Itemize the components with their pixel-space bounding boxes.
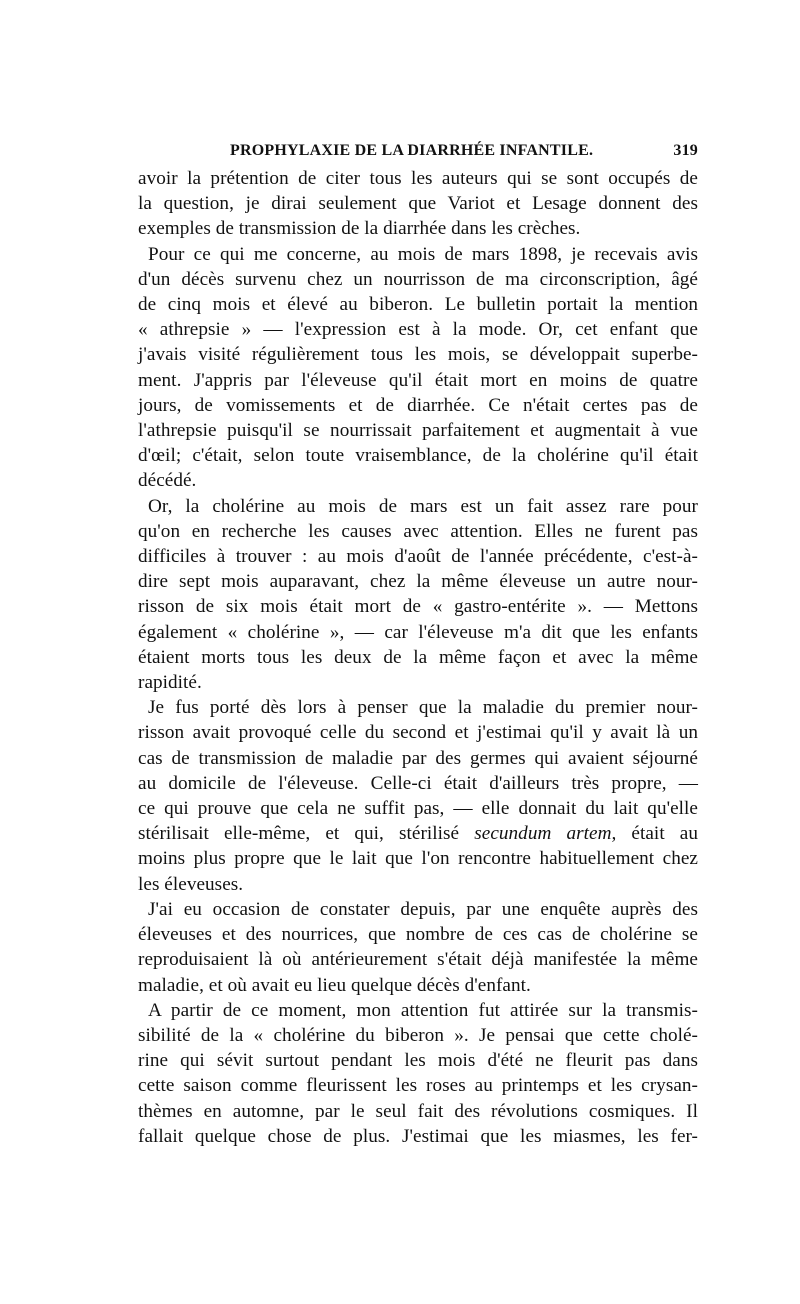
text-line: J'ai eu occasion de constater depuis, par une enquête auprès des (148, 898, 698, 920)
text-line: risson avait provoqué celle du second et j'estimai qu'il y avait là un (138, 722, 698, 744)
text-line: jours, de vomissements et de diarrhée. Ce n'était certes pas de (138, 394, 698, 416)
text-line: rapidité. (138, 672, 202, 694)
text-line: rine qui sévit surtout pendant les mois d'été ne fleurit pas dans (138, 1050, 698, 1072)
paragraph-1 (138, 166, 698, 242)
text-line: avoir la prétention de citer tous les auteurs qui se sont occupés de (138, 168, 698, 189)
text-line: moins plus propre que le lait que l'on rencontre habituellement chez (138, 848, 698, 870)
italic-phrase: secundum artem, (474, 823, 617, 845)
text-line: ment. J'appris par l'éleveuse qu'il était mort en moins de quatre (138, 369, 698, 391)
paragraph-5 (138, 897, 698, 998)
text-line: Or, la cholérine au mois de mars est un fait assez rare pour (148, 495, 698, 517)
text-line: sibilité de la « cholérine du biberon ». Je pensai que cette cholé- (138, 1024, 698, 1046)
text-segment: stérilisait elle-même, et qui, stérilisé (138, 823, 475, 845)
text-line: d'œil; c'était, selon toute vraisemblance, de la cholérine qu'il était (138, 445, 698, 467)
text-line: les éleveuses. (138, 873, 244, 895)
text-line: de cinq mois et élevé au biberon. Le bulletin portait la mention (138, 294, 698, 316)
text-line: décédé. (138, 470, 197, 492)
text-line: maladie, et où avait eu lieu quelque décès d'enfant. (138, 974, 531, 996)
text-line: l'athrepsie puisqu'il se nourrissait parfaitement et augmentait à vue (138, 420, 698, 442)
paragraph-3 (138, 494, 698, 696)
text-line: reproduisaient là où antérieurement s'était déjà manifestée la même (138, 949, 698, 971)
body-text (138, 166, 698, 1149)
text-line: éleveuses et des nourrices, que nombre de ces cas de cholérine se (138, 924, 698, 946)
text-segment: était au (616, 823, 699, 845)
text-line: A partir de ce moment, mon attention fut attirée sur la transmis- (148, 999, 698, 1021)
text-line-with-italic (138, 821, 698, 846)
text-line: cas de transmission de maladie par des germes qui avaient séjourné (138, 747, 698, 769)
text-line: également « cholérine », — car l'éleveuse m'a dit que les enfants (138, 621, 698, 643)
book-page (138, 142, 698, 1149)
text-line: difficiles à trouver : au mois d'août de l'année précédente, c'est-à- (138, 546, 698, 568)
text-line: « athrepsie » — l'expression est à la mode. Or, cet enfant que (138, 319, 698, 341)
text-line: qu'on en recherche les causes avec attention. Elles ne furent pas (138, 520, 698, 542)
text-line: dire sept mois auparavant, chez la même éleveuse un autre nour- (138, 571, 698, 593)
text-line: risson de six mois était mort de « gastro-entérite ». — Mettons (138, 596, 698, 618)
running-head (138, 142, 698, 160)
text-line: exemples de transmission de la diarrhée dans les crèches. (138, 218, 581, 240)
text-line: j'avais visité régulièrement tous les mois, se développait superbe- (138, 344, 698, 366)
text-line: ce qui prouve que cela ne suffit pas, — elle donnait du lait qu'elle (138, 798, 698, 820)
text-line: Je fus porté dès lors à penser que la maladie du premier nour- (148, 697, 698, 719)
text-line: au domicile de l'éleveuse. Celle-ci était d'ailleurs très propre, — (138, 772, 698, 794)
text-line: Pour ce qui me concerne, au mois de mars 1898, je recevais avis (148, 243, 698, 265)
page-number: 319 (673, 142, 698, 159)
text-line: thèmes en automne, par le seul fait des révolutions cosmiques. Il (138, 1100, 698, 1122)
paragraph-4 (138, 695, 698, 897)
paragraph-6 (138, 998, 698, 1149)
text-line: fallait quelque chose de plus. J'estimai que les miasmes, les fer- (138, 1125, 698, 1147)
text-line: d'un décès survenu chez un nourrisson de ma circonscription, âgé (138, 268, 698, 290)
text-line: cette saison comme fleurissent les roses au printemps et les crysan- (138, 1075, 698, 1097)
text-line: étaient morts tous les deux de la même façon et avec la même (138, 646, 698, 668)
paragraph-2 (138, 242, 698, 494)
running-title: PROPHYLAXIE DE LA DIARRHÉE INFANTILE. (230, 142, 594, 159)
text-line: la question, je dirai seulement que Variot et Lesage donnent des (138, 193, 698, 215)
